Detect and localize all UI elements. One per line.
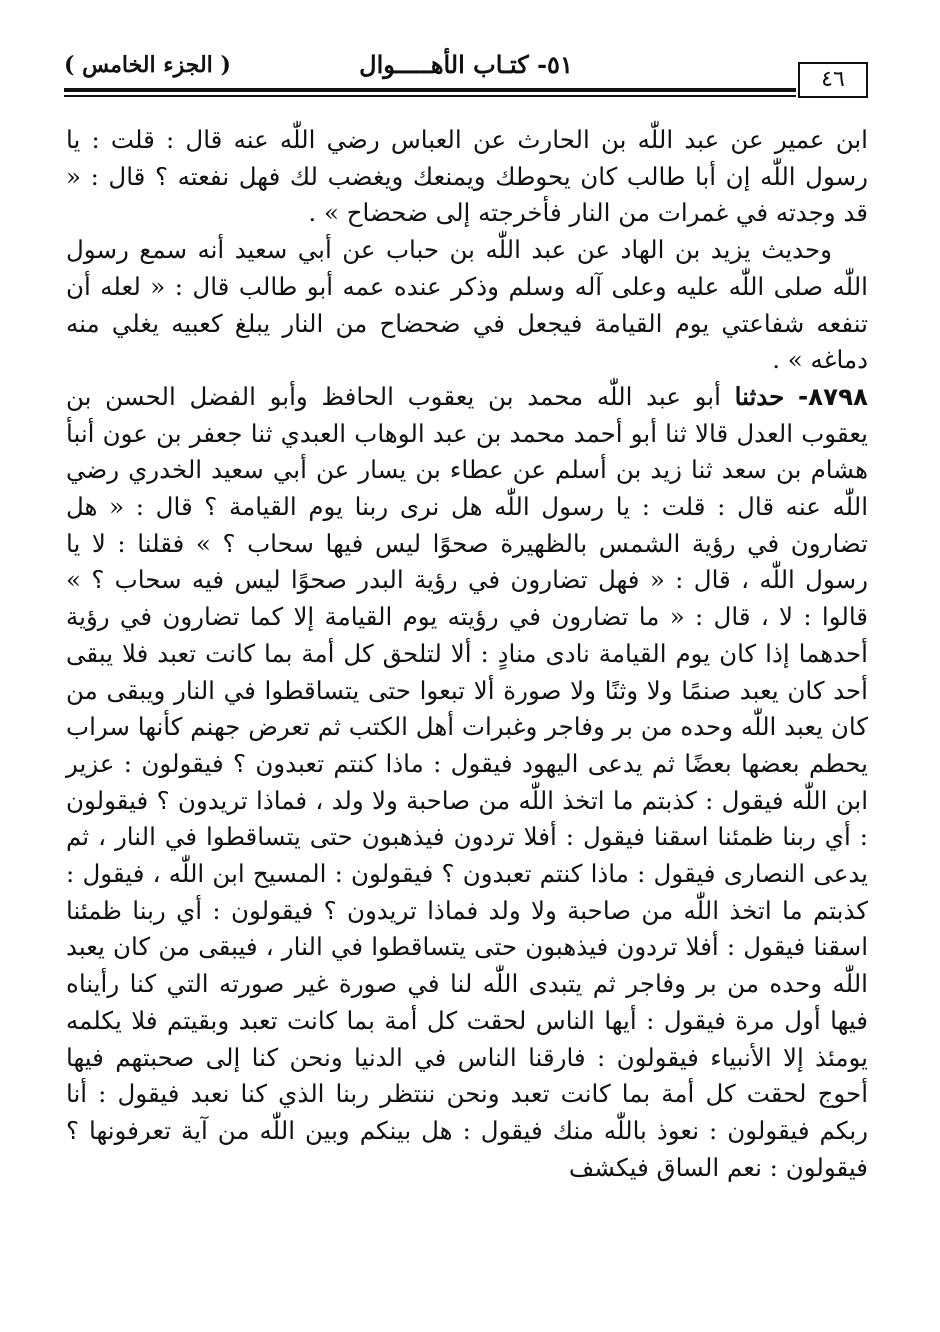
body-text	[66, 122, 868, 1186]
hadith-keyword: حدثنا	[734, 381, 785, 411]
page-number: ٤٦	[798, 62, 868, 98]
header-rule-thick	[64, 88, 796, 92]
paragraph-2	[66, 232, 868, 379]
paragraph-text: أبو عبد اللّٰه محمد بن يعقوب الحافظ وأبو الفضل الحسن بن يعقوب العدل قالا ثنا أبو أحمد محمد بن عبد الوهاب العبدي ثنا جعفر بن عون أنبأ هشام بن سعد ثنا زيد بن أسلم عن عطاء بن يسار عن أبي سعيد الخدري رضي اللّٰه عنه قال : قلت : يا رسول اللّٰه هل نرى ربنا يوم القيامة ؟ قال : « هل تضارون في رؤية الشمس بالظهيرة صحوًا ليس فيها سحاب ؟ » فقلنا : لا يا رسول اللّٰه ، قال : « فهل تضارون في رؤية البدر صحوًا ليس فيه سحاب ؟ » قالوا : لا ، قال : « ما تضارون في رؤيته يوم القيامة إلا كما تضارون في رؤية أحدهما إذا كان يوم القيامة نادى منادٍ : ألا لتلحق كل أمة بما كانت تعبد فلا يبقى أحد كان يعبد صنمًا ولا وثنًا ولا صورة ألا تبعوا حتى يتساقطوا في النار ويبقى من كان يعبد اللّٰه وحده من بر وفاجر وغبرات أهل الكتب ثم تعرض جهنم كأنها سراب يحطم بعضها بعضًا ثم يدعى اليهود فيقول : ماذا كنتم تعبدون ؟ فيقولون : عزير ابن اللّٰه فيقول : كذبتم ما اتخذ اللّٰه من صاحبة ولا ولد ، فماذا تريدون ؟ فيقولون : أي ربنا ظمئنا اسقنا فيقول : أفلا تردون فيذهبون حتى يتساقطوا في النار ، ثم يدعى النصارى فيقول : ماذا كنتم تعبدون ؟ فيقولون : المسيح ابن اللّٰه ، فيقول : كذبتم ما اتخذ اللّٰه من صاحبة ولا ولد فماذا تريدون ؟ فيقولون : أي ربنا ظمئنا اسقنا فيقول : أفلا تردون فيذهبون حتى يتساقطوا في النار ، فيبقى من كان يعبد اللّٰه وحده من بر وفاجر ثم يتبدى اللّٰه لنا في صورة غير صورته التي كنا رأيناه فيها أول مرة فيقول : أيها الناس لحقت كل أمة بما كانت تعبد وبقيتم فلا يكلمه يومئذ إلا الأنبياء فيقولون : فارقنا الناس في الدنيا ونحن كنا إلى صحبتهم فيها أحوج لحقت كل أمة بما كانت تعبد ونحن ننتظر ربنا الذي كنا نعبد فيقول : أنا ربكم فيقولون : نعوذ باللّٰه منك فيقول : هل بينكم وبين اللّٰه من آية تعرفونها ؟ فيقولون : نعم الساق فيكشف	[66, 381, 868, 1182]
paragraph-text: ابن عمير عن عبد اللّٰه بن الحارث عن العباس رضي اللّٰه عنه قال : قلت : يا رسول اللّٰه إن أبا طالب كان يحوطك ويمنعك ويغضب لك فهل نفعته ؟ قال : « قد وجدته في غمرات من النار فأخرجته إلى ضحضاح » .	[66, 125, 868, 228]
hadith-paragraph	[66, 379, 868, 1186]
volume-title: ( الجزء الخامس )	[64, 52, 231, 78]
paragraph-text: وحديث يزيد بن الهاد عن عبد اللّٰه بن حباب عن أبي سعيد أنه سمع رسول اللّٰه صلى اللّٰه عليه وعلى آله وسلم وذكر عنده عمه أبو طالب قال : « لعله أن تنفعه شفاعتي يوم القيامة فيجعل في ضحضاح من النار يبلغ كعبيه يغلي منه دماغه » .	[66, 235, 868, 375]
header-rule-thin	[64, 95, 796, 97]
hadith-number: ٨٧٩٨-	[798, 381, 868, 411]
paragraph-1	[66, 122, 868, 232]
book-title: ٥١- كتـاب الأهـــــوال	[359, 50, 573, 79]
page-header	[64, 50, 868, 110]
